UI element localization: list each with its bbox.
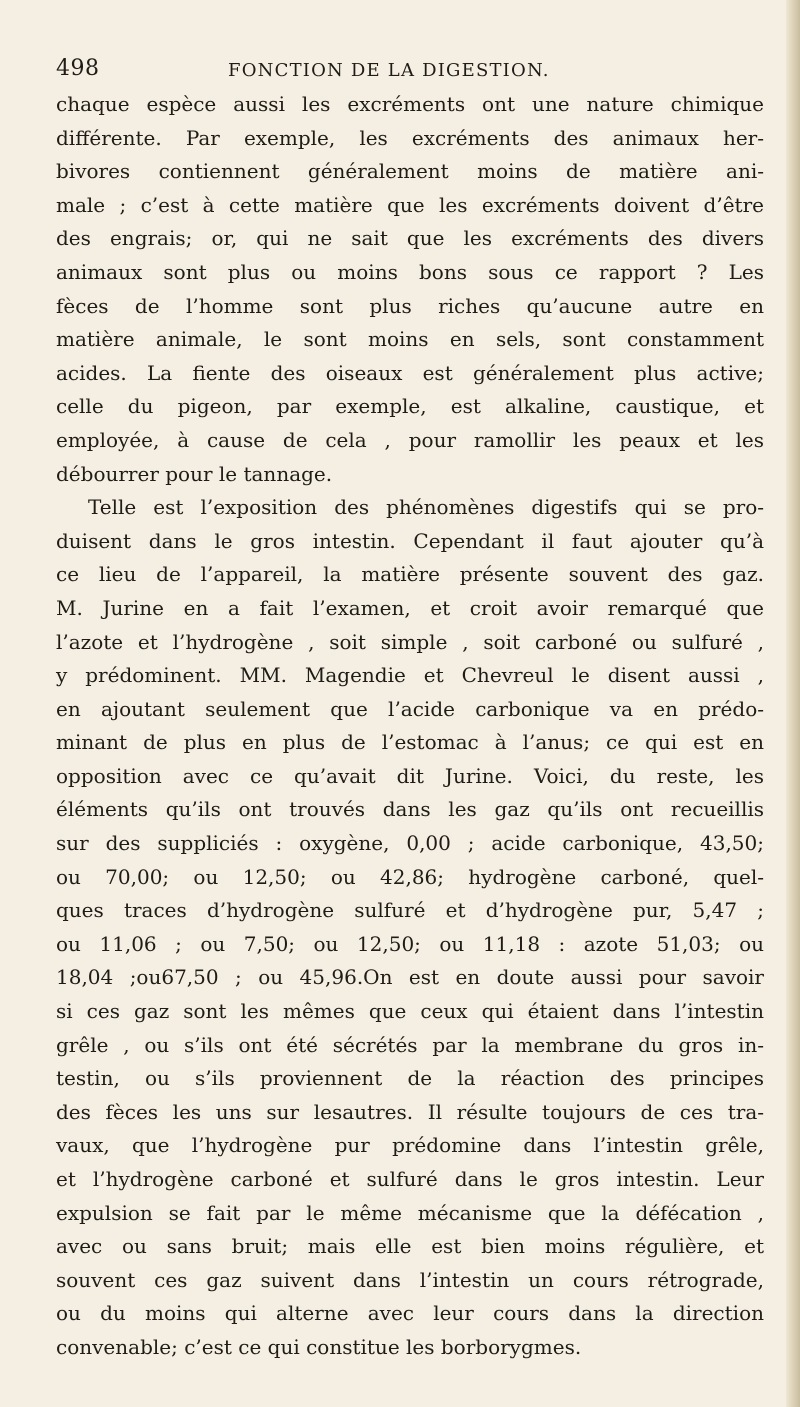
text-line: en ajoutant seulement que l’acide carbonique va en prédo- (56, 696, 764, 721)
text-line: animaux sont plus ou moins bons sous ce rapport ? Les (56, 259, 764, 284)
paragraph-start-line: Telle est l’exposition des phénomènes digestifs qui se pro- (88, 495, 764, 520)
text-line: l’azote et l’hydrogène , soit simple , soit carboné ou sulfuré , (56, 629, 764, 654)
text-line: vaux, que l’hydrogène pur prédomine dans l’intestin grêle, (56, 1133, 764, 1158)
text-line: des fèces les uns sur lesautres. Il résulte toujours de ces tra- (56, 1099, 764, 1124)
text-line: souvent ces gaz suivent dans l’intestin un cours rétrograde, (56, 1267, 764, 1292)
text-line: minant de plus en plus de l’estomac à l’anus; ce qui est en (56, 730, 764, 755)
text-line: si ces gaz sont les mêmes que ceux qui étaient dans l’intestin (56, 999, 764, 1024)
text-line: ou 11,06 ; ou 7,50; ou 12,50; ou 11,18 : azote 51,03; ou (56, 931, 764, 956)
text-line: bivores contiennent généralement moins de matière ani- (56, 159, 764, 184)
text-line: sur des suppliciés : oxygène, 0,00 ; acide carbonique, 43,50; (56, 831, 764, 856)
page-edge (786, 0, 800, 1407)
text-line: celle du pigeon, par exemple, est alkaline, caustique, et (56, 394, 764, 419)
text-line: ques traces d’hydrogène sulfuré et d’hydrogène pur, 5,47 ; (56, 898, 764, 923)
text-line: avec ou sans bruit; mais elle est bien moins régulière, et (56, 1234, 764, 1259)
running-head: FONCTION DE LA DIGESTION. (228, 60, 550, 81)
text-line: 18,04 ;ou67,50 ; ou 45,96.On est en doute aussi pour savoir (56, 965, 764, 990)
text-line: M. Jurine en a fait l’examen, et croit avoir remarqué que (56, 595, 764, 620)
text-line: éléments qu’ils ont trouvés dans les gaz qu’ils ont recueillis (56, 797, 764, 822)
text-line: fèces de l’homme sont plus riches qu’aucune autre en (56, 293, 764, 318)
paragraph-end-line: débourrer pour le tannage. (56, 461, 333, 486)
text-line: employée, à cause de cela , pour ramollir les peaux et les (56, 427, 764, 452)
text-line: y prédominent. MM. Magendie et Chevreul le disent aussi , (56, 663, 764, 688)
text-line: male ; c’est à cette matière que les excréments doivent d’être (56, 192, 764, 217)
text-line: ou 70,00; ou 12,50; ou 42,86; hydrogène carboné, quel- (56, 864, 764, 889)
text-line: et l’hydrogène carboné et sulfuré dans le gros intestin. Leur (56, 1167, 764, 1191)
text-line: expulsion se fait par le même mécanisme que la défécation , (56, 1200, 764, 1225)
text-line: des engrais; or, qui ne sait que les excréments des divers (56, 226, 764, 251)
page-header (56, 56, 726, 92)
text-line: grêle , ou s’ils ont été sécrétés par la membrane du gros in- (56, 1032, 764, 1057)
text-line: opposition avec ce qu’avait dit Jurine. Voici, du reste, les (56, 763, 764, 788)
page-number: 498 (56, 56, 100, 81)
text-line: chaque espèce aussi les excréments ont une nature chimique (56, 92, 764, 116)
body-text (56, 88, 764, 1365)
paragraph-end-line: convenable; c’est ce qui constitue les borborygmes. (56, 1334, 582, 1359)
text-line: différente. Par exemple, les excréments des animaux her- (56, 125, 764, 150)
text-line: ou du moins qui alterne avec leur cours dans la direction (56, 1301, 764, 1326)
text-line: ce lieu de l’appareil, la matière présente souvent des gaz. (56, 562, 764, 587)
text-line: matière animale, le sont moins en sels, sont constamment (56, 327, 764, 352)
text-line: testin, ou s’ils proviennent de la réaction des principes (56, 1066, 764, 1091)
text-line: acides. La fiente des oiseaux est généralement plus active; (56, 360, 764, 385)
text-line: duisent dans le gros intestin. Cependant il faut ajouter qu’à (56, 528, 764, 553)
